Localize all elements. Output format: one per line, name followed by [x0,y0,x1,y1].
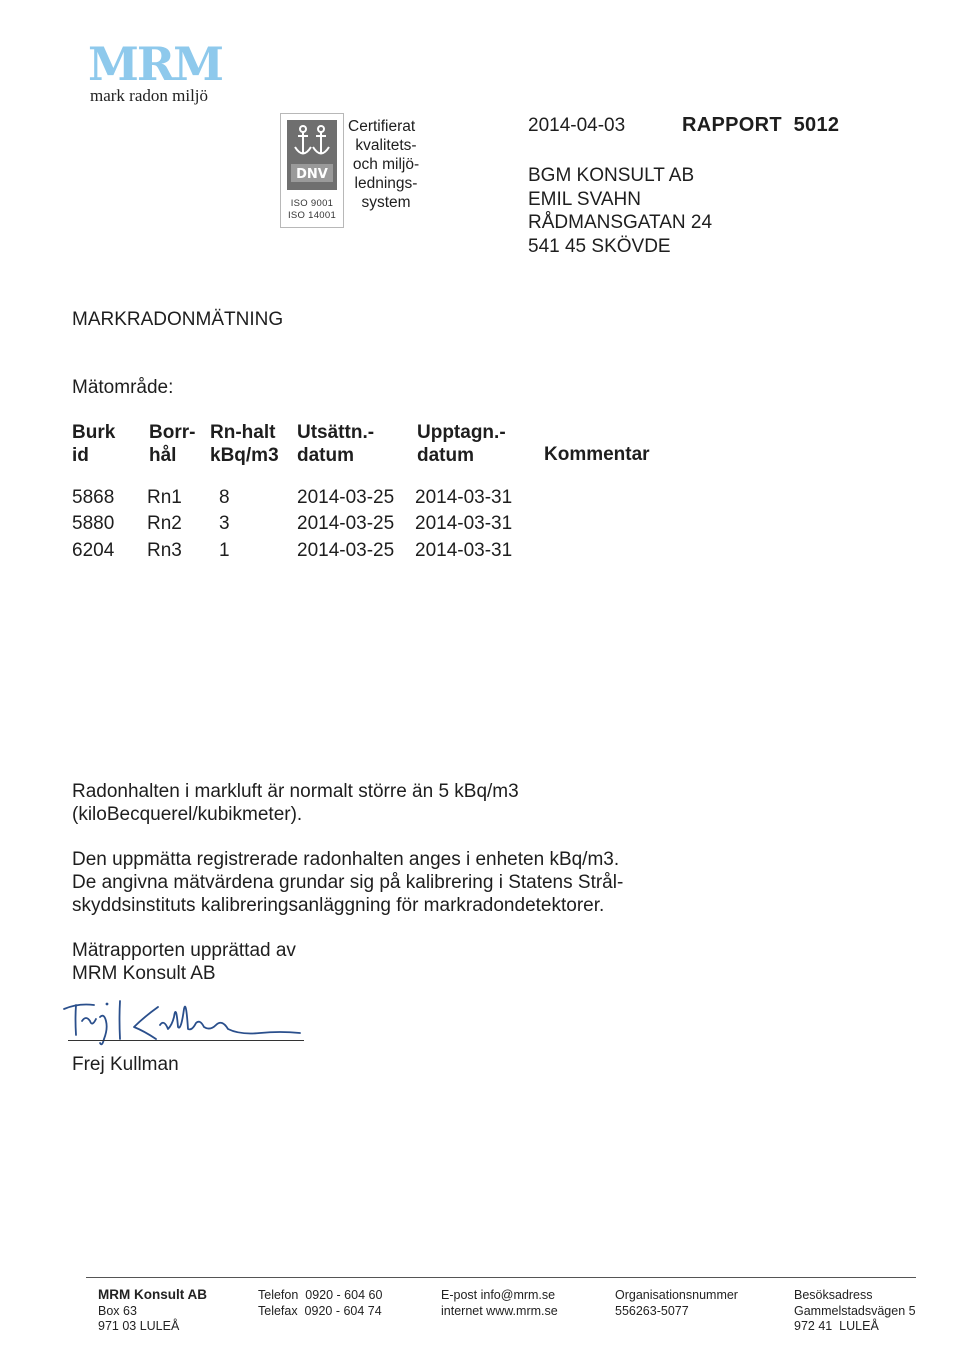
row-3-rn: 1 [219,540,230,561]
row-3-in-date: 2014-03-31 [415,540,513,561]
row-3-id: 6204 [72,540,115,561]
signature-line [68,1040,304,1041]
row-1-id: 5868 [72,487,115,508]
company-logo [88,37,223,106]
row-1-out-date: 2014-03-25 [297,487,395,508]
col-header-upptagn-datum: Upptagn.- datum [417,422,506,466]
row-2-id: 5880 [72,513,115,534]
footer-web: E-post info@mrm.se internet www.mrm.se [441,1288,558,1318]
dnv-badge-text: DNV [296,167,328,182]
footer-company: MRM Konsult AB Box 63 971 03 LULEÅ [98,1287,207,1333]
recipient-address: BGM KONSULT AB EMIL SVAHN RÅDMANSGATAN 24 541 45 SKÖVDE [528,165,713,257]
row-1-rn: 8 [219,487,230,508]
row-3-out-date: 2014-03-25 [297,540,395,561]
col-header-borrhal: Borr- hål [149,422,196,466]
note-radon-normal: Radonhalten i markluft är normalt större än 5 kBq/m3 (kiloBecquerel/kubikmeter). [72,781,519,825]
row-2-rn: 3 [219,513,230,534]
document-title: MARKRADONMÄTNING [72,309,284,330]
row-3-hole: Rn3 [147,540,182,561]
row-2-in-date: 2014-03-31 [415,513,513,534]
footer-divider [86,1277,916,1278]
dnv-anchor-icon [287,120,337,190]
row-1-hole: Rn1 [147,487,182,508]
footer-visiting-address: Besöksadress Gammelstadsvägen 5 972 41 LULEÅ [794,1288,916,1333]
report-number: RAPPORT 5012 [682,114,840,136]
logo-wordmark: MRM [88,37,223,91]
col-header-utsattn-datum: Utsättn.- datum [297,422,375,466]
handwritten-signature [60,995,310,1055]
note-calibration: Den uppmätta registrerade radonhalten anges i enheten kBq/m3. De angivna mätvärdena grundar sig på kalibrering i Statens Strål- skyddsinstituts kalibreringsanläggning för markradondetektorer. [72,849,624,916]
measurement-area-label: Mätområde: [72,377,174,398]
report-date: 2014-04-03 [528,115,626,136]
row-2-out-date: 2014-03-25 [297,513,395,534]
row-2-hole: Rn2 [147,513,182,534]
logo-tagline: mark radon miljö [90,86,209,105]
note-prepared-by: Mätrapporten upprättad av MRM Konsult AB [72,940,296,984]
signer-name: Frej Kullman [72,1054,179,1075]
row-1-in-date: 2014-03-31 [415,487,513,508]
footer-org-number: Organisationsnummer 556263-5077 [615,1288,738,1318]
col-header-rn-halt: Rn-halt kBq/m3 [210,422,279,466]
certification-text: Certifierat kvalitets- och miljö- lednings- system [348,118,420,211]
col-header-burk-id: Burk id [72,422,116,466]
footer-phone: Telefon 0920 - 604 60 Telefax 0920 - 604 74 [258,1288,383,1318]
iso-standards: ISO 9001 ISO 14001 [287,198,337,221]
certification-badge [280,113,344,228]
col-header-kommentar: Kommentar [544,444,650,465]
